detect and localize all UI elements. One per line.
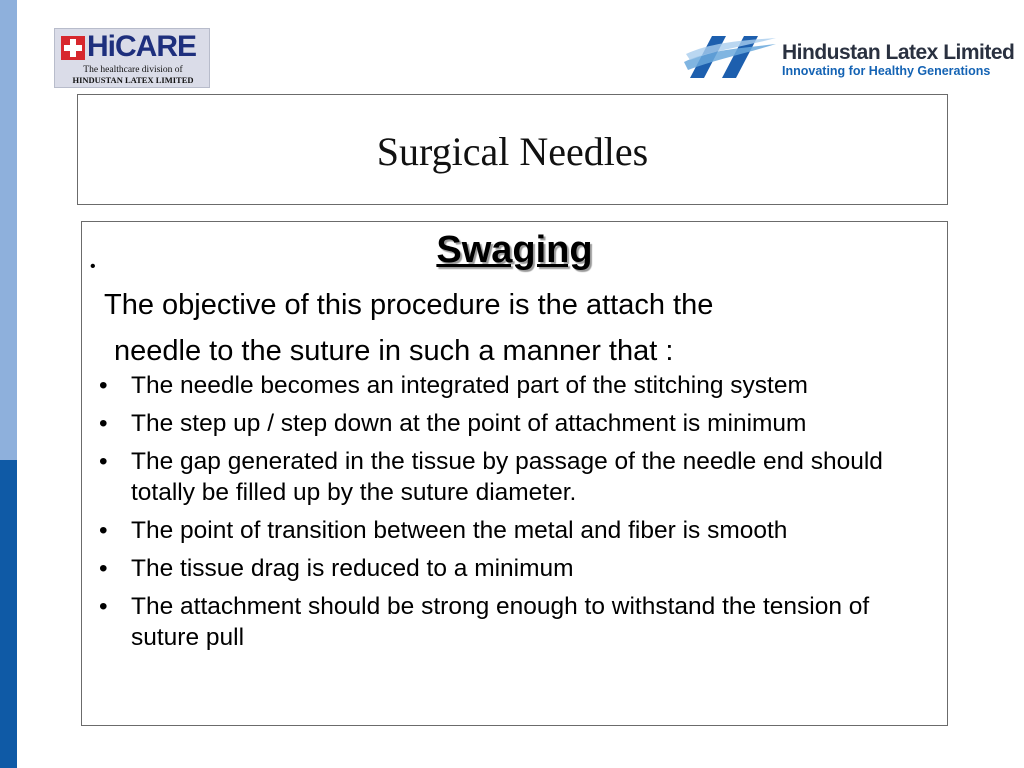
hicare-subtitle-line2: HINDUSTAN LATEX LIMITED <box>72 75 194 85</box>
slide-title: Surgical Needles <box>376 129 649 174</box>
intro-text <box>104 282 924 374</box>
stray-bullet: • <box>90 258 96 275</box>
hicare-logo <box>54 28 210 88</box>
bullet-list <box>96 370 936 660</box>
bullet-item: • The gap generated in the tissue by passage of the needle end should totally be filled up by the suture diameter. <box>96 446 936 508</box>
section-heading: Swaging <box>436 229 593 271</box>
intro-line-1: The objective of this procedure is the attach the <box>104 289 714 321</box>
intro-line-2: needle to the suture in such a manner that : <box>114 335 674 367</box>
bullet-item: • The step up / step down at the point of attachment is minimum <box>96 408 936 439</box>
sidebar-accent-light <box>0 0 17 460</box>
bullet-item: • The point of transition between the metal and fiber is smooth <box>96 515 936 546</box>
bullet-item: • The needle becomes an integrated part of the stitching system <box>96 370 936 401</box>
hicare-subtitle-line1: The healthcare division of <box>83 65 183 75</box>
hll-tagline: Innovating for Healthy Generations <box>782 64 991 78</box>
hll-swoosh-icon <box>682 30 778 84</box>
content-box <box>81 221 948 726</box>
hll-company-name: Hindustan Latex Limited <box>782 41 1015 64</box>
hicare-subtitle <box>59 65 207 85</box>
bullet-item: • The attachment should be strong enough to withstand the tension of suture pull <box>96 591 936 653</box>
hicare-wordmark: HiCARE <box>87 30 197 63</box>
red-cross-icon <box>61 36 85 60</box>
title-box <box>77 94 948 205</box>
sidebar-accent-dark <box>0 460 17 768</box>
bullet-item: • The tissue drag is reduced to a minimum <box>96 553 936 584</box>
